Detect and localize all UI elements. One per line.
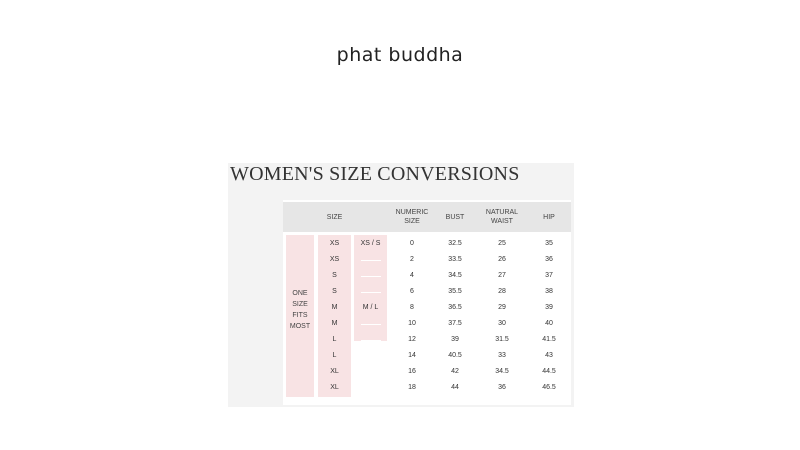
table-row: [283, 301, 571, 317]
cell-hip: 44.5: [542, 368, 556, 375]
table-row: [283, 333, 571, 349]
table-row: [283, 285, 571, 301]
cell-bust: 32.5: [448, 240, 462, 247]
table-header: [283, 202, 571, 232]
header-numeric-size-line2: SIZE: [404, 218, 420, 225]
table-row: [283, 237, 571, 253]
brand-logo-text: phat buddha: [336, 44, 464, 66]
cell-hip: 38: [545, 288, 553, 295]
cell-natural-waist: 29: [498, 304, 506, 311]
cell-numeric-size: 18: [408, 384, 416, 391]
cell-size: S: [332, 272, 337, 279]
alt-size-m-l: M / L: [362, 304, 379, 311]
cell-hip: 40: [545, 320, 553, 327]
cell-natural-waist: 26: [498, 256, 506, 263]
cell-hip: 41.5: [542, 336, 556, 343]
cell-hip: 36: [545, 256, 553, 263]
cell-bust: 36.5: [448, 304, 462, 311]
alt-size-xs-s: XS / S: [360, 240, 381, 247]
header-size: SIZE: [326, 214, 343, 221]
cell-size: XS: [329, 256, 340, 263]
size-chart: [228, 163, 574, 407]
cell-size: L: [332, 336, 337, 343]
cell-bust: 35.5: [448, 288, 462, 295]
cell-natural-waist: 33: [498, 352, 506, 359]
cell-natural-waist: 28: [498, 288, 506, 295]
table-row: [283, 365, 571, 381]
cell-natural-waist: 25: [498, 240, 506, 247]
table-row: [283, 381, 571, 397]
cell-bust: 44: [451, 384, 459, 391]
cell-numeric-size: 2: [410, 256, 414, 263]
cell-size: XL: [330, 368, 339, 375]
table-row: [283, 317, 571, 333]
divider-line: [361, 292, 381, 293]
header-numeric-size: [391, 208, 433, 226]
cell-hip: 35: [545, 240, 553, 247]
cell-numeric-size: 6: [410, 288, 414, 295]
cell-natural-waist: 36: [498, 384, 506, 391]
header-hip: HIP: [543, 214, 555, 221]
divider-line: [361, 260, 381, 261]
header-natural-waist-line1: NATURAL: [485, 209, 519, 216]
one-size-line4: MOST: [289, 323, 311, 330]
table-row: [283, 253, 571, 269]
cell-hip: 43: [545, 352, 553, 359]
cell-bust: 37.5: [448, 320, 462, 327]
cell-bust: 34.5: [448, 272, 462, 279]
header-natural-waist: [477, 208, 527, 226]
cell-size: M: [331, 320, 338, 327]
size-table: [283, 200, 571, 405]
cell-size: S: [332, 288, 337, 295]
cell-size: L: [332, 352, 337, 359]
cell-size: XL: [330, 384, 339, 391]
cell-numeric-size: 12: [408, 336, 416, 343]
table-row: [283, 349, 571, 365]
cell-natural-waist: 31.5: [495, 336, 509, 343]
cell-hip: 39: [545, 304, 553, 311]
one-size-line3: FITS: [292, 312, 308, 319]
cell-bust: 33.5: [448, 256, 462, 263]
divider-line: [361, 276, 381, 277]
divider-line: [361, 340, 381, 341]
cell-numeric-size: 8: [410, 304, 414, 311]
cell-natural-waist: 30: [498, 320, 506, 327]
cell-bust: 40.5: [448, 352, 462, 359]
cell-bust: 39: [451, 336, 459, 343]
header-numeric-size-line1: NUMERIC: [395, 209, 429, 216]
header-bust: BUST: [445, 214, 465, 221]
cell-numeric-size: 16: [408, 368, 416, 375]
header-natural-waist-line2: WAIST: [491, 218, 513, 225]
cell-numeric-size: 4: [410, 272, 414, 279]
divider-line: [361, 324, 381, 325]
cell-numeric-size: 14: [408, 352, 416, 359]
chart-title: WOMEN'S SIZE CONVERSIONS: [230, 163, 520, 185]
cell-numeric-size: 0: [410, 240, 414, 247]
cell-size: M: [331, 304, 338, 311]
one-size-line2: SIZE: [292, 301, 308, 308]
cell-natural-waist: 27: [498, 272, 506, 279]
table-row: [283, 269, 571, 285]
cell-bust: 42: [451, 368, 459, 375]
one-size-line1: ONE: [292, 290, 308, 297]
cell-numeric-size: 10: [408, 320, 416, 327]
cell-hip: 37: [545, 272, 553, 279]
cell-size: XS: [329, 240, 340, 247]
table-body: [283, 237, 571, 397]
cell-hip: 46.5: [542, 384, 556, 391]
cell-natural-waist: 34.5: [495, 368, 509, 375]
